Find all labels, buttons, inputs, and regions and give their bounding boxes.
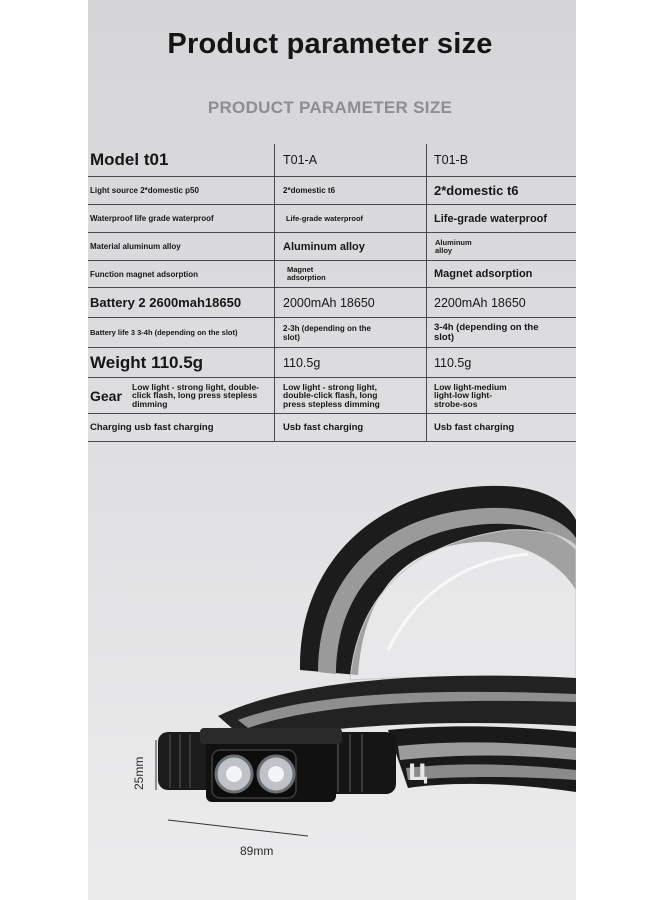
t01b-value: 2*domestic t6 <box>426 177 576 204</box>
table-row-battery <box>88 288 576 318</box>
row-label: Function magnet adsorption <box>90 269 198 279</box>
lamp-top-plate <box>200 728 342 744</box>
row-label: Charging usb fast charging <box>90 421 214 433</box>
t01b-value: Aluminum alloy <box>426 233 466 260</box>
row-label: Battery life 3 3-4h (depending on the slot) <box>90 327 238 337</box>
t01a-value: Life-grade waterproof <box>274 205 374 232</box>
row-label: Model t01 <box>90 150 169 169</box>
row-label: Light source 2*domestic p50 <box>90 186 199 195</box>
t01b-value: Magnet adsorption <box>426 261 576 287</box>
t01b-value: T01-B <box>426 144 576 176</box>
t01a-value: 110.5g <box>274 348 426 377</box>
row-label: Weight 110.5g <box>90 352 204 372</box>
t01a-value: Aluminum alloy <box>274 233 426 260</box>
table-row-weight <box>88 348 576 378</box>
parameter-table <box>88 144 576 444</box>
t01b-value: 2200mAh 18650 <box>426 288 576 317</box>
row-label-detail: Low light - strong light, double-click flash, long press stepless dimming <box>132 381 260 409</box>
t01a-value: Usb fast charging <box>274 414 426 441</box>
page-subtitle: PRODUCT PARAMETER SIZE <box>207 98 453 117</box>
t01a-value: Magnet adsorption <box>274 261 330 287</box>
table-row-gear <box>88 378 576 414</box>
t01a-value: 2000mAh 18650 <box>274 288 426 317</box>
width-dimension-label: 89mm <box>240 844 274 858</box>
t01b-value: 110.5g <box>426 348 576 377</box>
t01b-value: Usb fast charging <box>426 414 576 441</box>
t01b-value: Low light-medium light-low light-strobe-sos <box>426 378 516 413</box>
table-row-function <box>88 261 576 288</box>
t01a-value: 2*domestic t6 <box>274 177 426 204</box>
table-row-light-source <box>88 177 576 205</box>
table-row-battery-life <box>88 318 576 348</box>
table-row-waterproof <box>88 205 576 233</box>
led-emitter-right <box>268 766 284 782</box>
brand-logo-icon: Ц <box>408 761 429 786</box>
row-label: Gear <box>90 387 122 404</box>
t01b-value: 3-4h (depending on the slot) <box>426 318 556 347</box>
t01b-value: Life-grade waterproof <box>426 205 576 232</box>
page-title: Product parameter size <box>167 28 493 60</box>
table-row-charging <box>88 414 576 442</box>
width-dimension-line <box>168 820 308 836</box>
row-label: Waterproof life grade waterproof <box>90 214 214 223</box>
led-emitter-left <box>226 766 242 782</box>
headlamp-product-photo <box>88 450 576 900</box>
row-label: Material aluminum alloy <box>90 242 181 251</box>
row-label: Battery 2 2600mah18650 <box>90 295 242 310</box>
table-row-material <box>88 233 576 261</box>
t01a-value: 2-3h (depending on the slot) <box>274 318 374 347</box>
t01a-value: Low light - strong light, double-click flash, long press stepless dimming <box>274 378 392 413</box>
t01a-value: T01-A <box>274 144 426 176</box>
row-label-wrap <box>90 378 270 413</box>
table-row-model <box>88 144 576 177</box>
height-dimension-label: 25mm <box>132 756 146 790</box>
